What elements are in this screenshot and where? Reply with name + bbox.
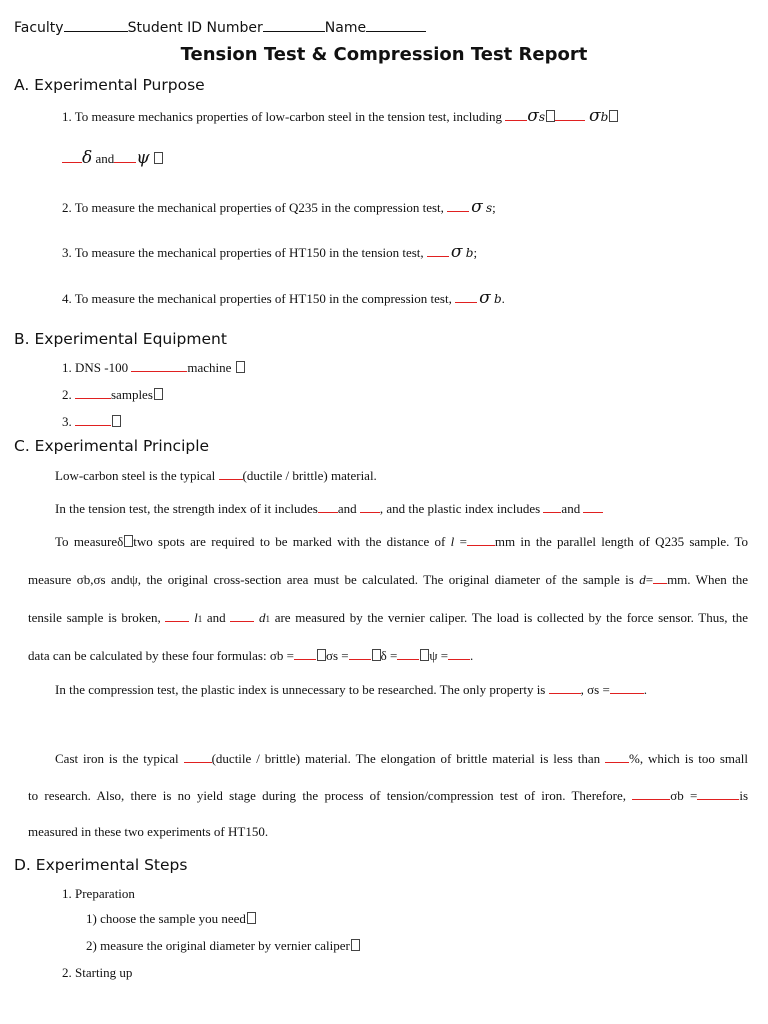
purpose-item-3	[62, 242, 477, 262]
steps-item-2: 2. Starting up	[62, 965, 133, 980]
page-title: Tension Test & Compression Test Report	[180, 44, 588, 65]
missing-glyph-box	[351, 939, 360, 951]
steps-sub-1	[86, 911, 256, 927]
text: .	[643, 682, 648, 697]
blank-psi[interactable]	[448, 646, 470, 660]
text: (ductile / brittle) material.	[242, 468, 377, 483]
blank-delta[interactable]	[397, 646, 419, 660]
student-id-blank[interactable]	[263, 17, 325, 32]
blank-equipment-1[interactable]	[131, 358, 187, 372]
purpose-item-1-text: 1. To measure mechanics properties of low-carbon steel in the tension test, including	[62, 109, 503, 124]
blank-principle-2c[interactable]	[543, 499, 561, 513]
blank-principle-5b[interactable]	[230, 608, 254, 622]
subscript-1: 1	[197, 614, 203, 624]
text: =	[459, 534, 467, 549]
and-word: and	[95, 151, 115, 166]
missing-glyph-box	[112, 415, 121, 427]
blank-principle-8a[interactable]	[184, 749, 212, 763]
purpose-item-2-text: 2. To measure the mechanical properties of Q235 in the compression test,	[62, 200, 444, 215]
blank-sigma-s[interactable]	[349, 646, 371, 660]
missing-glyph-box	[317, 649, 326, 661]
text: In the tension test, the strength index of it includes	[55, 501, 318, 516]
text: are measured by the vernier caliper. The load is collected by the force sensor. Thus, the	[274, 610, 749, 625]
principle-p9	[28, 786, 748, 804]
section-a-heading: A. Experimental Purpose	[14, 76, 205, 94]
missing-glyph-box	[236, 361, 245, 373]
sub-b: b	[493, 292, 502, 306]
semicolon: ;	[492, 200, 496, 215]
blank-equipment-3[interactable]	[75, 412, 111, 426]
equipment-item-1	[62, 358, 245, 376]
sigma-symbol: σ	[589, 106, 601, 126]
purpose-item-1-cont	[62, 148, 163, 168]
blank-purpose-4[interactable]	[455, 289, 477, 303]
blank-principle-1[interactable]	[219, 466, 243, 480]
section-b-heading: B. Experimental Equipment	[14, 330, 227, 348]
machine-word: machine	[187, 360, 232, 375]
blank-principle-2b[interactable]	[360, 499, 380, 513]
text: mm. When the	[667, 572, 748, 587]
symbol-l: l	[450, 534, 455, 549]
principle-p10: measured in these two experiments of HT150.	[28, 824, 269, 839]
blank-principle-3[interactable]	[467, 532, 495, 546]
missing-glyph-box	[154, 152, 163, 164]
text: .	[470, 648, 474, 663]
student-id-label: Student ID Number	[127, 20, 263, 36]
text: , σs =	[580, 682, 610, 697]
delta-symbol: δ	[82, 148, 93, 168]
blank-principle-7b[interactable]	[610, 680, 644, 694]
psi-symbol: ψ	[136, 148, 150, 168]
text: σb =	[670, 788, 698, 803]
principle-p5	[28, 608, 748, 626]
equipment-item-3	[62, 412, 121, 430]
text: Cast iron is the typical	[55, 751, 179, 766]
text: to research. Also, there is no yield stage during the process of tension/compression test of iron. Therefore,	[28, 788, 626, 803]
sigma-symbol: σ	[471, 197, 483, 217]
text: measure σb,σs andψ, the original cross-section area must be calculated. The original diameter of the sample is	[28, 572, 634, 587]
symbol-d: d	[259, 610, 266, 625]
text: Low-carbon steel is the typical	[55, 468, 216, 483]
sub-b: b	[465, 246, 474, 260]
sigma-symbol: σ	[450, 242, 463, 262]
text: δ =	[380, 648, 398, 663]
text: mm in the parallel length of Q235 sample. To	[494, 534, 749, 549]
missing-glyph-box	[247, 912, 256, 924]
blank-principle-4[interactable]	[653, 570, 667, 584]
text: 2) measure the original diameter by vernier caliper	[86, 938, 350, 953]
purpose-item-2	[62, 197, 496, 217]
text: 1) choose the sample you need	[86, 911, 246, 926]
missing-glyph-box	[154, 388, 163, 400]
text: data can be calculated by these four formulas: σb =	[28, 648, 294, 663]
blank-principle-2a[interactable]	[318, 499, 338, 513]
equipment-item-3-label: 3.	[62, 414, 72, 429]
sub-s: s	[486, 201, 493, 215]
text: two spots are required to be marked with the distance of	[133, 534, 446, 549]
principle-p7	[55, 680, 768, 698]
text: is	[739, 788, 749, 803]
principle-p4	[28, 570, 748, 588]
name-blank[interactable]	[366, 17, 426, 32]
purpose-item-4-text: 4. To measure the mechanical properties of HT150 in the compression test,	[62, 291, 452, 306]
text: and	[337, 501, 357, 516]
text: =	[645, 572, 654, 587]
sigma-symbol: σ	[527, 106, 539, 126]
sub-s: s	[538, 110, 546, 124]
blank-principle-8b[interactable]	[605, 749, 629, 763]
text: and	[561, 501, 581, 516]
missing-glyph-box	[546, 110, 555, 122]
blank-purpose-1d[interactable]	[114, 149, 136, 163]
blank-principle-9a[interactable]	[632, 786, 670, 800]
purpose-item-1	[62, 106, 618, 126]
sigma-symbol: σ	[479, 288, 491, 308]
text: %, which is too small	[629, 751, 749, 766]
text: , and the plastic index includes	[379, 501, 541, 516]
text: tensile sample is broken,	[28, 610, 161, 625]
subscript-1: 1	[265, 614, 271, 624]
equipment-item-1-label: 1. DNS -100	[62, 360, 129, 375]
steps-item-1: 1. Preparation	[62, 886, 135, 901]
blank-principle-9b[interactable]	[697, 786, 739, 800]
section-d-heading: D. Experimental Steps	[14, 856, 188, 874]
blank-principle-2d[interactable]	[583, 499, 603, 513]
section-c-heading: C. Experimental Principle	[14, 437, 210, 455]
equipment-item-2	[62, 385, 163, 403]
missing-glyph-box	[124, 535, 133, 547]
missing-glyph-box	[372, 649, 381, 661]
missing-glyph-box	[420, 649, 429, 661]
symbol-l: l	[194, 610, 198, 625]
text: and	[206, 610, 226, 625]
semicolon: ;	[473, 245, 478, 260]
steps-sub-2	[86, 938, 360, 954]
text: In the compression test, the plastic index is unnecessary to be researched. The only property is	[55, 682, 546, 697]
blank-purpose-1c[interactable]	[62, 149, 82, 163]
text: σs =	[325, 648, 349, 663]
blank-purpose-1b[interactable]	[555, 107, 585, 121]
blank-purpose-3[interactable]	[427, 243, 449, 257]
blank-principle-7a[interactable]	[549, 680, 581, 694]
text: ψ =	[429, 648, 449, 663]
blank-sigma-b[interactable]	[294, 646, 316, 660]
principle-p2	[55, 499, 768, 517]
blank-purpose-1a[interactable]	[505, 107, 527, 121]
header-line	[14, 17, 426, 36]
principle-p1	[55, 466, 768, 484]
sub-b: b	[600, 110, 609, 124]
principle-p6	[28, 646, 748, 664]
name-label: Name	[324, 20, 367, 36]
equipment-item-2-label: 2.	[62, 387, 72, 402]
purpose-item-4	[62, 288, 505, 308]
faculty-blank[interactable]	[64, 17, 128, 32]
samples-word: samples	[111, 387, 153, 402]
text: To measureδ	[55, 534, 124, 549]
blank-purpose-2[interactable]	[447, 198, 469, 212]
text: (ductile / brittle) material. The elongation of brittle material is less than	[211, 751, 601, 766]
purpose-item-3-text: 3. To measure the mechanical properties of HT150 in the tension test,	[62, 245, 424, 260]
symbol-d: d	[639, 572, 646, 587]
faculty-label: Faculty	[14, 20, 64, 36]
period: .	[501, 291, 505, 306]
missing-glyph-box	[609, 110, 618, 122]
blank-equipment-2[interactable]	[75, 385, 111, 399]
principle-p8	[55, 749, 748, 767]
principle-p3	[55, 532, 748, 550]
blank-principle-5a[interactable]	[165, 608, 189, 622]
